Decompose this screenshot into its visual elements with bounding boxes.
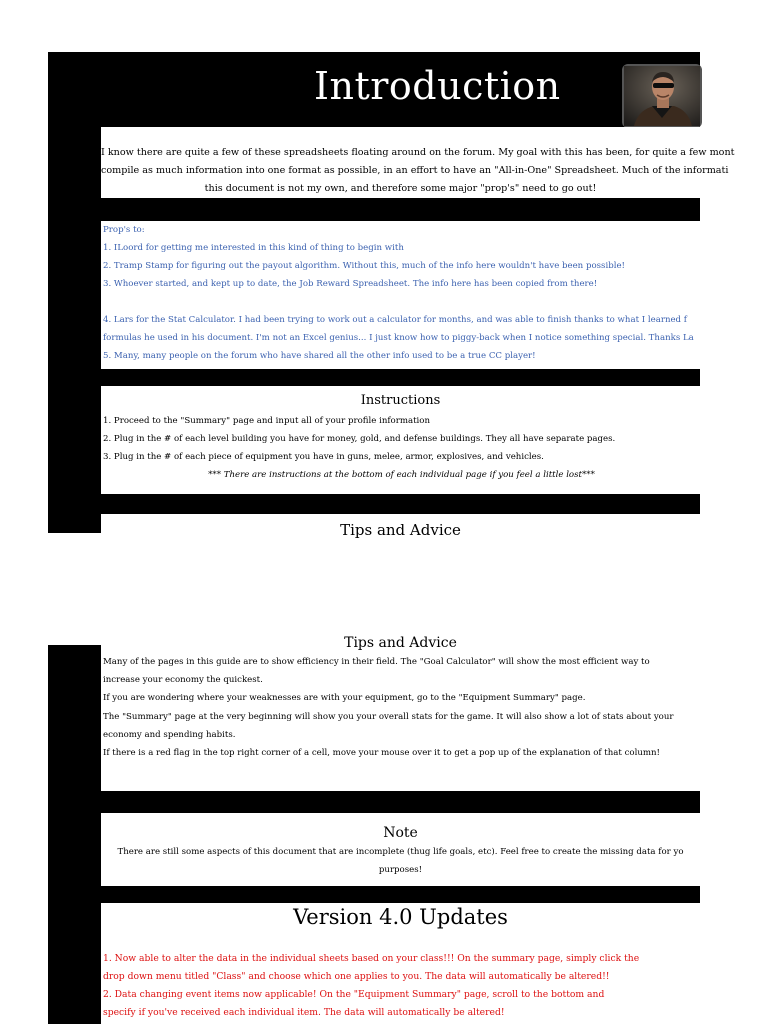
instructions-footnote: *** There are instructions at the bottom of each individual page if you feel a little lost*** (208, 470, 595, 480)
document-page-2 (48, 635, 700, 1024)
tips-line: The "Summary" page at the very beginning will show you your overall stats for the game. It will also show a lot of stats about your (103, 711, 674, 722)
note-heading: Note (383, 825, 418, 841)
tips-line: If there is a red flag in the top right corner of a cell, move your mouse over it to get a pop up of the explanation of that column! (103, 748, 661, 759)
tips-panel-top (101, 514, 700, 554)
update-line: 2. Data changing event items now applicable! On the "Equipment Summary" page, scroll to the bottom and (103, 989, 605, 1000)
title-band (48, 52, 700, 127)
note-line: There are still some aspects of this document that are incomplete (thug life goals, etc). Feel free to create the missing data for yo (117, 847, 684, 857)
props-line: formulas he used in his document. I'm not an Excel genius... I just know how to piggy-back when I notice something special. Thanks La (103, 333, 694, 343)
tips-heading-continued: Tips and Advice (344, 635, 457, 651)
props-line: 2. Tramp Stamp for figuring out the payout algorithm. Without this, much of the info here wouldn't have been possible! (103, 261, 625, 271)
instruction-line: 3. Plug in the # of each piece of equipment you have in guns, melee, armor, explosives, and vehicles. (103, 452, 544, 462)
intro-line: this document is not my own, and therefore some major "prop's" need to go out! (204, 183, 597, 194)
updates-heading: Version 4.0 Updates (293, 905, 508, 929)
note-line: purposes! (378, 865, 423, 875)
tips-panel (101, 635, 700, 791)
update-line: 1. Now able to alter the data in the individual sheets based on your class!!! On the summary page, simply click the (103, 953, 640, 964)
props-heading: Prop's to: (103, 225, 145, 235)
props-line: 3. Whoever started, and kept up to date, the Job Reward Spreadsheet. The info here has been copied from there! (103, 279, 598, 289)
character-portrait-icon (622, 64, 702, 128)
instruction-line: 1. Proceed to the "Summary" page and input all of your profile information (103, 416, 431, 426)
tips-line: If you are wondering where your weaknesses are with your equipment, go to the "Equipment Summary" page. (103, 693, 586, 704)
update-line: specify if you've received each individual item. The data will automatically be altered! (103, 1007, 505, 1018)
tips-line: increase your economy the quickest. (103, 675, 263, 686)
updates-panel (101, 903, 700, 1024)
props-line: 4. Lars for the Stat Calculator. I had been trying to work out a calculator for months, and was able to finish thanks to what I learned f (103, 315, 687, 325)
document-page-1 (48, 52, 735, 539)
instruction-line: 2. Plug in the # of each level building you have for money, gold, and defense buildings. They all have separate pages. (103, 434, 616, 444)
intro-line: compile as much information into one format as possible, in an effort to have an "All-in-One" Spreadsheet. Much of the informati (101, 165, 729, 176)
props-line: 5. Many, many people on the forum who have shared all the other info used to be a true CC player! (103, 351, 536, 361)
note-panel (101, 813, 700, 886)
props-line: 1. ILoord for getting me interested in this kind of thing to begin with (103, 243, 404, 253)
props-line (101, 293, 700, 311)
tips-heading: Tips and Advice (340, 521, 461, 539)
props-panel (101, 221, 700, 369)
update-line: drop down menu titled "Class" and choose which one applies to you. The data will automatically be altered!! (103, 971, 610, 982)
page-title: Introduction (314, 64, 561, 108)
tips-line: economy and spending habits. (103, 729, 236, 740)
instructions-panel (101, 386, 700, 494)
intro-line: I know there are quite a few of these spreadsheets floating around on the forum. My goal with this has been, for quite a few mont (101, 147, 735, 158)
instructions-heading: Instructions (360, 393, 441, 408)
intro-panel (101, 127, 735, 198)
tips-line: Many of the pages in this guide are to show efficiency in their field. The "Goal Calculator" will show the most efficient way to (103, 657, 650, 667)
